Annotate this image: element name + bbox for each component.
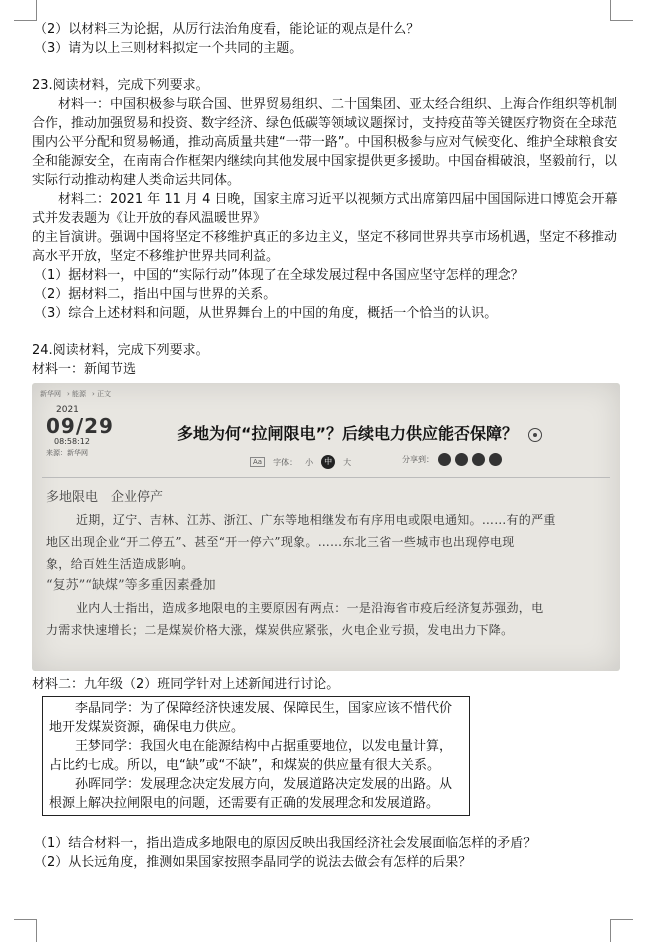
q24-material-2-label: 材料二：九年级（2）班同学针对上述新闻进行讨论。 [32, 677, 340, 692]
news-date-block [46, 405, 114, 458]
crop-mark-top-left [14, 0, 37, 21]
font-label: 字体： [273, 457, 298, 467]
breadcrumb-page: 正文 [97, 390, 112, 398]
news-year: 2021 [56, 405, 79, 415]
q24-question-1: （1）结合材料一，指出造成多地限电的原因反映出我国经济社会发展面临怎样的矛盾？ [34, 836, 537, 851]
font-large-option: 大 [343, 457, 352, 467]
prev-question-2: （2）以材料三为论据，从厉行法治角度看，能论证的观点是什么？ [34, 22, 420, 37]
news-time: 08:58:12 [54, 437, 90, 446]
q24-material-1-label: 材料一：新闻节选 [32, 362, 137, 377]
share-bar [402, 453, 502, 466]
q23-question-2: （2）据材料二，指出中国与世界的关系。 [34, 287, 277, 302]
news-divider [42, 477, 610, 478]
breadcrumb-section: 能源 [72, 390, 87, 398]
q23-material-2-line1: 材料二：2021 年 11 月 4 日晚，国家主席习近平以视频方式出席第四届中国国际进口博览会开幕式并发表题为《让开放的春风温暖世界》 [32, 192, 618, 226]
q24-question-2: （2）从长远角度，推测如果国家按照李晶同学的说法去做会有怎样的后果？ [34, 855, 472, 870]
crop-mark-top-right [610, 0, 633, 21]
breadcrumb-site: 新华网 [40, 390, 61, 398]
discussion-li-jing: 李晶同学：为了保障经济快速发展、保障民生，国家应该不惜代价地开发煤炭资源，确保电力供应。 [49, 701, 453, 735]
audio-play-icon [528, 428, 542, 442]
font-small-option: 小 [305, 457, 314, 467]
share-link-icon [472, 453, 485, 466]
news-para-1-line-3: 象，给百姓生活造成影响。 [46, 557, 194, 571]
discussion-box [42, 696, 470, 816]
font-size-selector [250, 455, 351, 469]
news-para-2-line-1: 业内人士指出，造成多地限电的主要原因有两点：一是沿海省市疫后经济复苏强劲，电 [76, 601, 544, 615]
news-breadcrumb: 新华网 › 能源 › 正文 [40, 390, 112, 398]
discussion-wang-meng: 王梦同学：我国火电在能源结构中占据重要地位，以发电量计算，占比约七成。所以，电“缺”或“不缺”，和煤炭的供应量有很大关系。 [49, 739, 453, 773]
news-subhead-1: 多地限电 企业停产 [46, 490, 164, 505]
share-weixin-icon [438, 453, 451, 466]
share-weibo-icon [455, 453, 468, 466]
share-label: 分享到： [402, 455, 434, 464]
font-size-icon: Aa [250, 457, 265, 467]
crop-mark-bottom-left [14, 919, 37, 942]
news-title [177, 421, 542, 444]
news-title-text: 多地为何“拉闸限电”？后续电力供应能否保障？ [177, 424, 519, 443]
news-month-day: 09/29 [46, 414, 114, 438]
news-screenshot [32, 383, 620, 671]
news-para-1-line-1: 近期，辽宁、吉林、江苏、浙江、广东等地相继发布有序用电或限电通知。……有的严重 [76, 513, 556, 527]
q23-heading: 23.阅读材料，完成下列要求。 [32, 78, 209, 93]
crop-mark-bottom-right [610, 919, 633, 942]
font-medium-option: 中 [321, 455, 335, 469]
q23-material-1: 材料一：中国积极参与联合国、世界贸易组织、二十国集团、亚太经合组织、上海合作组织等机制合作，推动加强贸易和投资、数字经济、绿色低碳等领域议题探讨，支持疫苗等关键医疗物资在全球范围内公平分配和贸易畅通，推动高质量共建“一带一路”。中国积极参与应对气候变化、维护全球粮食安全和能源安全，在南南合作框架内继续向其他发展中国家提供更多援助。中国奋楫破浪，坚毅前行，以实际行动推动构建人类命运共同体。 [32, 97, 618, 188]
news-para-2-line-2: 力需求快速增长；二是煤炭价格大涨，煤炭供应紧张，火电企业亏损，发电出力下降。 [46, 623, 514, 637]
discussion-sun-hui: 孙晖同学：发展理念决定发展方向，发展道路决定发展的出路。从根源上解决拉闸限电的问题，还需要有正确的发展理念和发展道路。 [49, 777, 453, 811]
q23-question-3: （3）综合上述材料和问题，从世界舞台上的中国的角度，概括一个恰当的认识。 [34, 306, 498, 321]
news-para-1-line-2: 地区出现企业“开二停五”、甚至“开一停六”现象。……东北三省一些城市也出现停电现 [46, 535, 515, 549]
news-subhead-2: “复苏”“缺煤”等多重因素叠加 [46, 578, 216, 593]
news-body [46, 487, 608, 641]
q23-question-1: （1）据材料一，中国的“实际行动”体现了在全球发展过程中各国应坚守怎样的理念？ [34, 268, 524, 283]
q24-heading: 24.阅读材料，完成下列要求。 [32, 343, 209, 358]
share-more-icon [489, 453, 502, 466]
prev-question-3: （3）请为以上三则材料拟定一个共同的主题。 [34, 41, 303, 56]
document-page [32, 20, 620, 872]
q23-material-2-line2: 的主旨演讲。强调中国将坚定不移维护真正的多边主义，坚定不移同世界共享市场机遇，坚定不移推动高水平开放，坚定不移维护世界共同利益。 [32, 230, 618, 264]
news-source: 来源：新华网 [46, 449, 88, 457]
